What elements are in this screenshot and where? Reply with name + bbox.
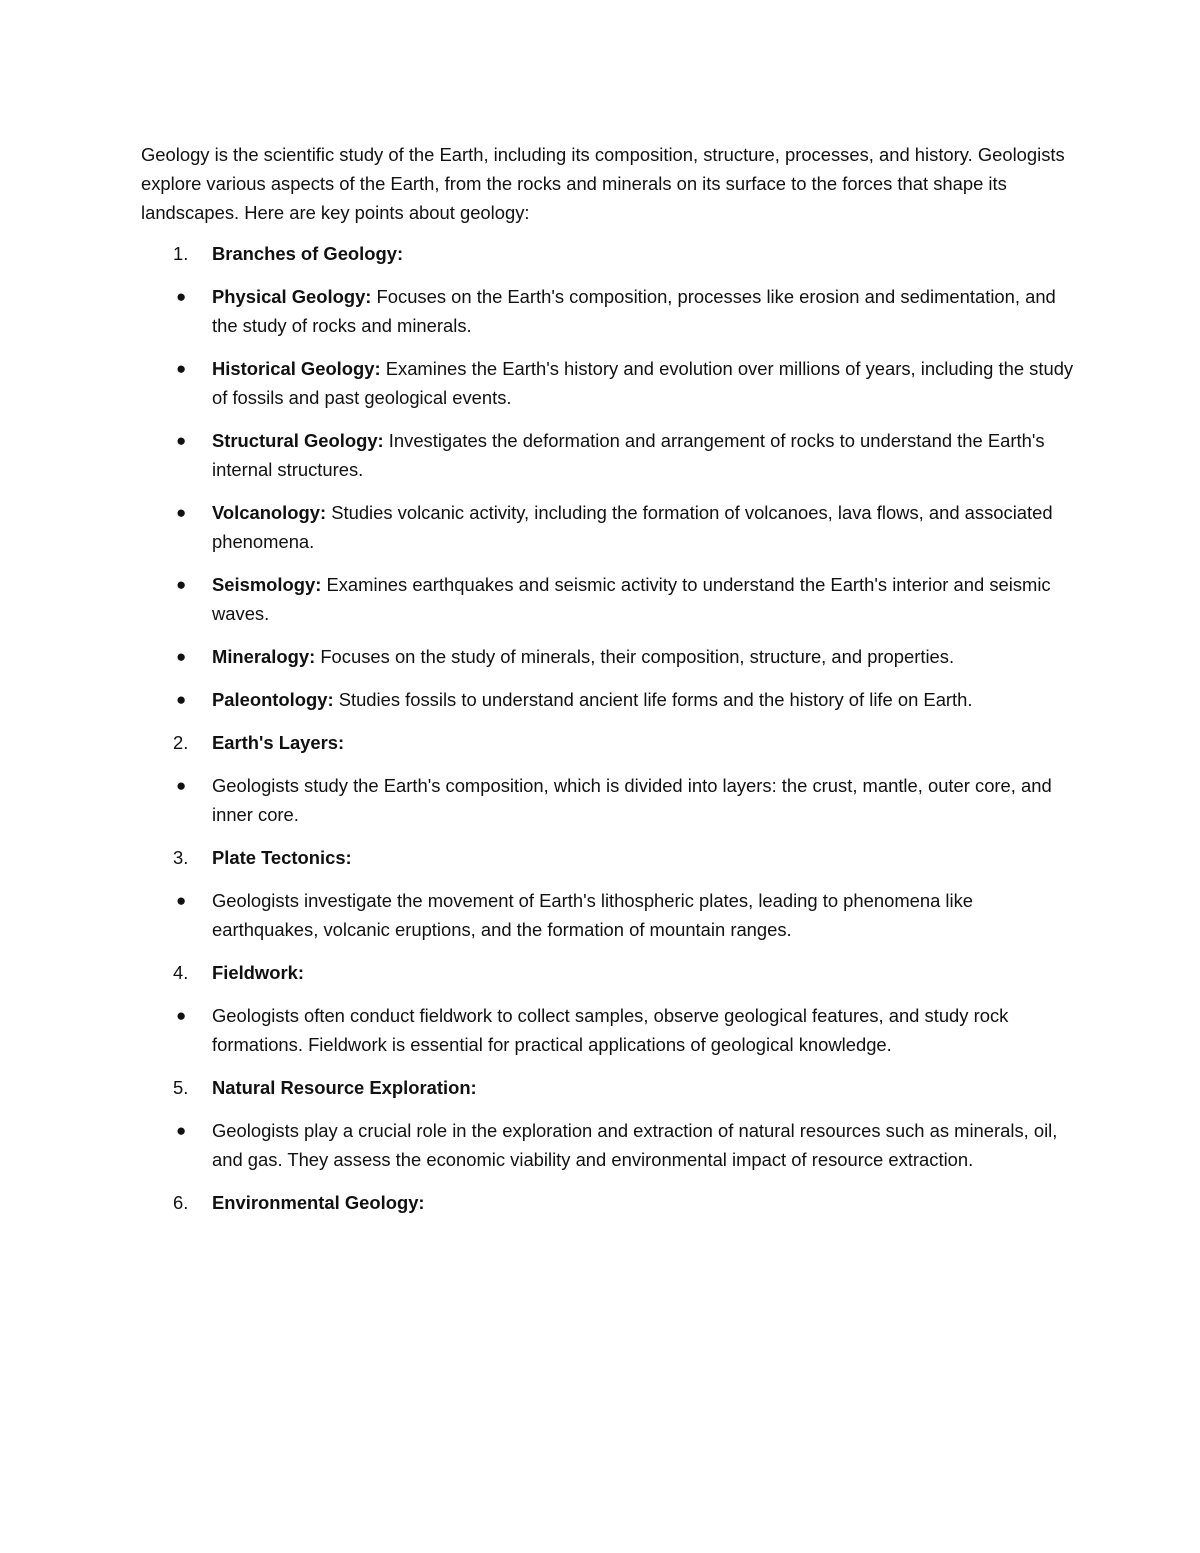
bullet-text: Investigates the deformation and arrangement of rocks to understand the Earth's internal structures. xyxy=(212,430,1045,480)
section-item xyxy=(141,843,1081,944)
section-bullet-list xyxy=(176,771,1081,829)
bullet-text: Examines the Earth's history and evolution over millions of years, including the study of fossils and past geological events. xyxy=(212,358,1074,408)
section-title: Natural Resource Exploration: xyxy=(212,1077,477,1098)
bullet-icon: ● xyxy=(176,891,187,910)
bullet-icon: ● xyxy=(176,1006,187,1025)
bullet-text: Studies volcanic activity, including the formation of volcanoes, lava flows, and associated phenomena. xyxy=(212,502,1053,552)
bullet-text: Geologists often conduct fieldwork to collect samples, observe geological features, and study rock formations. Fieldwork is essential for practical applications of geological knowledge. xyxy=(212,1005,1009,1055)
bullet-icon: ● xyxy=(176,503,187,522)
key-points-list xyxy=(141,239,1081,1217)
bullet-item xyxy=(176,570,1081,628)
section-title: Environmental Geology: xyxy=(212,1192,425,1213)
section-title: Plate Tectonics: xyxy=(212,847,352,868)
bullet-term: Seismology: xyxy=(212,574,322,595)
section-number: 4. xyxy=(173,962,189,983)
section-item xyxy=(141,1073,1081,1174)
bullet-icon: ● xyxy=(176,575,187,594)
bullet-icon: ● xyxy=(176,776,187,795)
bullet-item xyxy=(176,771,1081,829)
bullet-item xyxy=(176,426,1081,484)
bullet-icon: ● xyxy=(176,690,187,709)
section-bullet-list xyxy=(176,282,1081,714)
section-item xyxy=(141,958,1081,1059)
section-number: 2. xyxy=(173,732,189,753)
section-number: 1. xyxy=(173,243,189,264)
bullet-text: Focuses on the Earth's composition, processes like erosion and sedimentation, and the study of rocks and minerals. xyxy=(212,286,1056,336)
bullet-item xyxy=(176,1116,1081,1174)
bullet-icon: ● xyxy=(176,647,187,666)
bullet-item xyxy=(176,1001,1081,1059)
bullet-icon: ● xyxy=(176,287,187,306)
bullet-item xyxy=(176,685,1081,714)
bullet-item xyxy=(176,354,1081,412)
bullet-icon: ● xyxy=(176,1121,187,1140)
bullet-term: Historical Geology: xyxy=(212,358,381,379)
section-bullet-list xyxy=(176,1116,1081,1174)
bullet-item xyxy=(176,886,1081,944)
section-bullet-list xyxy=(176,1001,1081,1059)
section-item xyxy=(141,239,1081,714)
bullet-text: Geologists study the Earth's composition, which is divided into layers: the crust, mantle, outer core, and inner core. xyxy=(212,775,1052,825)
bullet-text: Geologists play a crucial role in the exploration and extraction of natural resources such as minerals, oil, and gas. They assess the economic viability and environmental impact of resource extraction. xyxy=(212,1120,1058,1170)
section-title: Branches of Geology: xyxy=(212,243,404,264)
section-number: 3. xyxy=(173,847,189,868)
bullet-icon: ● xyxy=(176,359,187,378)
section-bullet-list xyxy=(176,886,1081,944)
bullet-term: Mineralogy: xyxy=(212,646,316,667)
bullet-item xyxy=(176,498,1081,556)
section-item xyxy=(141,1188,1081,1217)
bullet-term: Structural Geology: xyxy=(212,430,384,451)
bullet-item xyxy=(176,282,1081,340)
bullet-text: Studies fossils to understand ancient life forms and the history of life on Earth. xyxy=(333,689,973,710)
section-title: Fieldwork: xyxy=(212,962,304,983)
bullet-item xyxy=(176,642,1081,671)
bullet-text: Focuses on the study of minerals, their composition, structure, and properties. xyxy=(315,646,955,667)
intro-paragraph: Geology is the scientific study of the Earth, including its composition, structure, processes, and history. Geologists explore various aspects of the Earth, from the rocks and minerals on its surface to the forces that shape its landscapes. Here are key points about geology: xyxy=(141,144,1065,223)
bullet-term: Paleontology: xyxy=(212,689,334,710)
bullet-term: Physical Geology: xyxy=(212,286,372,307)
section-number: 5. xyxy=(173,1077,189,1098)
section-number: 6. xyxy=(173,1192,189,1213)
document-body xyxy=(141,140,1081,1231)
bullet-icon: ● xyxy=(176,431,187,450)
section-item xyxy=(141,728,1081,829)
bullet-term: Volcanology: xyxy=(212,502,327,523)
bullet-text: Geologists investigate the movement of Earth's lithospheric plates, leading to phenomena like earthquakes, volcanic eruptions, and the formation of mountain ranges. xyxy=(212,890,974,940)
bullet-text: Examines earthquakes and seismic activity to understand the Earth's interior and seismic waves. xyxy=(212,574,1051,624)
section-title: Earth's Layers: xyxy=(212,732,345,753)
